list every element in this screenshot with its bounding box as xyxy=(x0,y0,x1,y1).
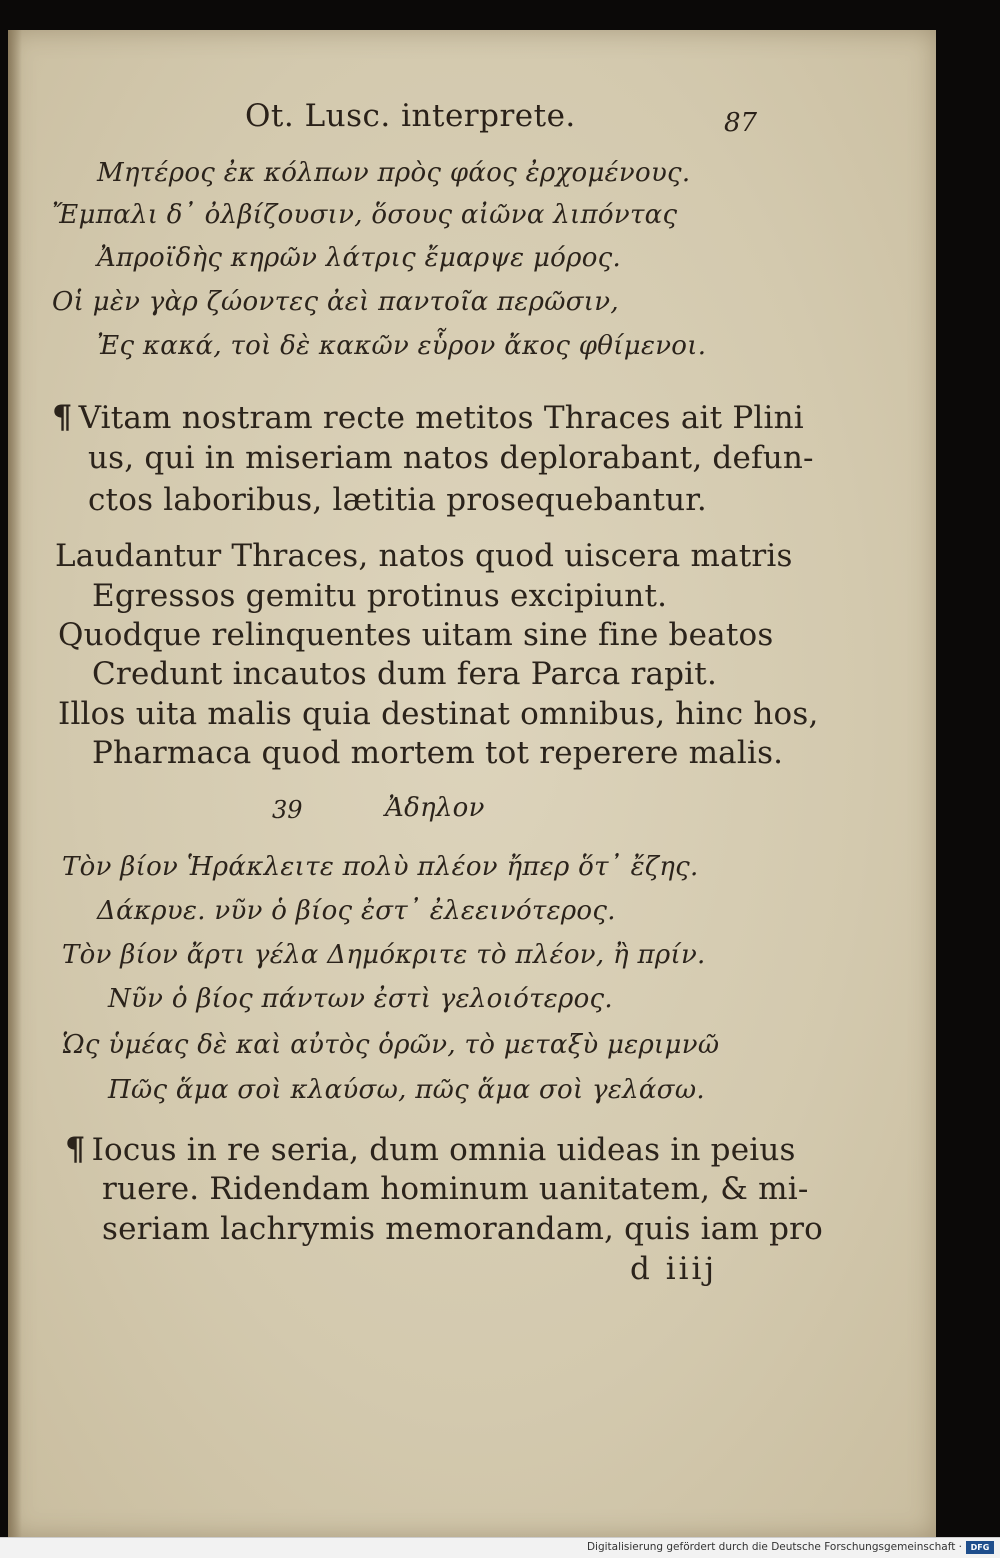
commentary-line: ctos laboribus, lætitia prosequebantur. xyxy=(88,482,707,518)
commentary-text: Vitam nostram recte metitos Thraces ait Plini xyxy=(78,400,804,436)
epigram-number: 39 xyxy=(272,796,303,824)
commentary-line: seriam lachrymis memorandam, quis iam pro xyxy=(102,1211,824,1247)
commentary-line: ruere. Ridendam hominum uanitatem, & mi- xyxy=(102,1171,809,1207)
greek-verse-line: Νῦν ὁ βίος πάντων ἐστὶ γελοιότερος. xyxy=(108,984,613,1014)
pilcrow-icon: ¶ xyxy=(52,398,73,436)
greek-verse-line: Τὸν βίον ἄρτι γέλα Δημόκριτε τὸ πλέον, ἢ πρίν. xyxy=(62,940,706,970)
commentary-text: Iocus in re seria, dum omnia uideas in peius xyxy=(91,1132,796,1168)
folio-number: 87 xyxy=(724,108,758,138)
latin-verse-line: Egressos gemitu protinus excipiunt. xyxy=(92,578,668,614)
greek-verse-line: Οἱ μὲν γὰρ ζώοντες ἀεὶ παντοῖα περῶσιν, xyxy=(52,287,619,317)
greek-verse-line: Ὡς ὑμέας δὲ καὶ αὐτὸς ὁρῶν, τὸ μεταξὺ μεριμνῶ xyxy=(62,1030,720,1060)
latin-verse-line: Laudantur Thraces, natos quod uiscera matris xyxy=(55,538,793,574)
running-header: Ot. Lusc. interprete. xyxy=(245,98,576,134)
dfg-logo-icon: DFG xyxy=(966,1541,994,1554)
page-spine-shadow xyxy=(8,30,22,1538)
greek-verse-line: Τὸν βίον Ἡράκλειτε πολὺ πλέον ἤπερ ὅτ᾽ ἔζης. xyxy=(62,852,699,882)
latin-verse-line: Credunt incautos dum fera Parca rapit. xyxy=(92,656,718,692)
greek-verse-line: Ἐς κακά, τοὶ δὲ κακῶν εὗρον ἄκος φθίμενοι. xyxy=(97,331,707,361)
signature-mark: d iiij xyxy=(630,1251,718,1287)
greek-verse-line: Δάκρυε. νῦν ὁ βίος ἐστ᾽ ἐλεεινότερος. xyxy=(97,896,616,926)
footer-credit: Digitalisierung gefördert durch die Deutsche Forschungsgemeinschaft · xyxy=(586,1541,962,1553)
greek-verse-line: Ἀπροϊδὴς κηρῶν λάτρις ἔμαρψε μόρος. xyxy=(97,243,622,273)
greek-verse-line: Πῶς ἅμα σοὶ κλαύσω, πῶς ἅμα σοὶ γελάσω. xyxy=(108,1075,705,1105)
footer-bar xyxy=(0,1537,1000,1558)
epigram-title: Ἀδηλον xyxy=(385,793,485,823)
latin-verse-line: Illos uita malis quia destinat omnibus, hinc hos, xyxy=(58,696,819,732)
commentary-line: us, qui in miseriam natos deplorabant, defun- xyxy=(88,440,814,476)
latin-verse-line: Quodque relinquentes uitam sine fine beatos xyxy=(58,617,774,653)
commentary-line xyxy=(65,1130,796,1168)
greek-verse-line: Ἔμπαλι δ᾽ ὀλβίζουσιν, ὅσους αἰῶνα λιπόντας xyxy=(52,200,678,230)
pilcrow-icon: ¶ xyxy=(65,1130,86,1168)
latin-verse-line: Pharmaca quod mortem tot reperere malis. xyxy=(92,735,784,771)
greek-verse-line: Μητέρος ἐκ κόλπων πρὸς φάος ἐρχομένους. xyxy=(97,158,691,188)
commentary-line xyxy=(52,398,804,436)
